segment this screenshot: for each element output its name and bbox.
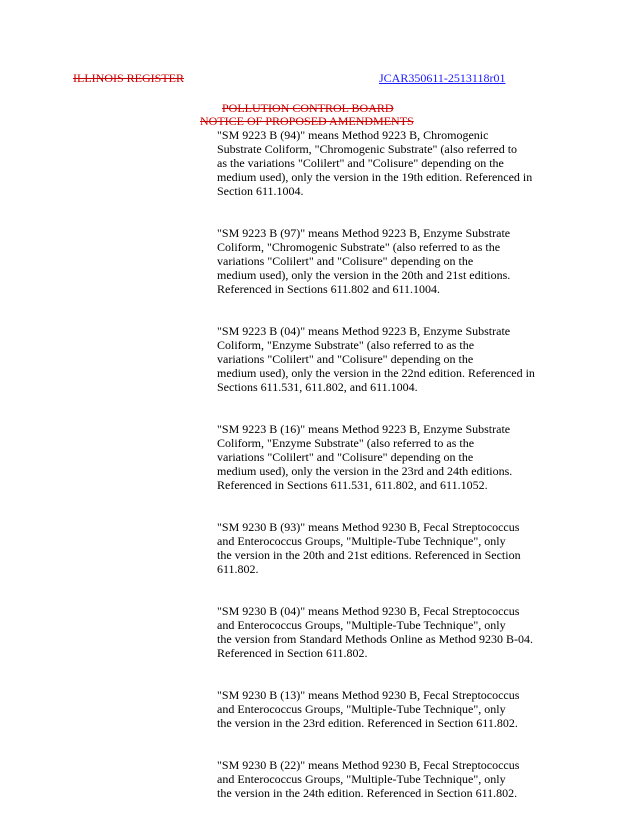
definitions-section — [217, 128, 562, 828]
definition-line: the version in the 24th edition. Referenced in Section 611.802. — [217, 786, 518, 800]
definition-line: Coliform, "Chromogenic Substrate" (also referred to as the — [217, 240, 501, 254]
definition-line: "SM 9223 B (04)" means Method 9223 B, Enzyme Substrate — [217, 324, 511, 338]
board-title: POLLUTION CONTROL BOARD — [222, 101, 394, 115]
definition-sm9230b-13 — [217, 688, 562, 730]
definition-line: 611.802. — [217, 562, 259, 576]
definition-line: and Enterococcus Groups, "Multiple-Tube Technique", only — [217, 534, 506, 548]
definition-line: Referenced in Sections 611.802 and 611.1004. — [217, 282, 441, 296]
definition-line: Referenced in Sections 611.531, 611.802, and 611.1052. — [217, 478, 488, 492]
definition-sm9223b-04 — [217, 324, 562, 394]
definition-sm9223b-94 — [217, 128, 562, 198]
definition-sm9230b-04 — [217, 604, 562, 660]
definition-line: Coliform, "Enzyme Substrate" (also referred to as the — [217, 338, 475, 352]
definition-line: Referenced in Section 611.802. — [217, 646, 368, 660]
definition-line: and Enterococcus Groups, "Multiple-Tube Technique", only — [217, 702, 506, 716]
definition-line: medium used), only the version in the 20th and 21st editions. — [217, 268, 511, 282]
definition-line: the version from Standard Methods Online as Method 9230 B-04. — [217, 632, 533, 646]
definition-sm9223b-97 — [217, 226, 562, 296]
definition-sm9223b-16 — [217, 422, 562, 492]
definition-line: variations "Colilert" and "Colisure" depending on the — [217, 450, 474, 464]
definition-line: "SM 9230 B (22)" means Method 9230 B, Fecal Streptococcus — [217, 758, 520, 772]
notice-title: NOTICE OF PROPOSED AMENDMENTS — [200, 114, 414, 128]
definition-line: and Enterococcus Groups, "Multiple-Tube Technique", only — [217, 618, 506, 632]
definition-sm9230b-22 — [217, 758, 562, 800]
definition-line: as the variations "Colilert" and "Colisure" depending on the — [217, 156, 504, 170]
definition-line: the version in the 23rd edition. Referenced in Section 611.802. — [217, 716, 518, 730]
definition-line: the version in the 20th and 21st editions. Referenced in Section — [217, 548, 521, 562]
definition-line: "SM 9230 B (13)" means Method 9230 B, Fecal Streptococcus — [217, 688, 520, 702]
definition-line: and Enterococcus Groups, "Multiple-Tube Technique", only — [217, 772, 506, 786]
definition-line: "SM 9230 B (04)" means Method 9230 B, Fecal Streptococcus — [217, 604, 520, 618]
definition-line: Coliform, "Enzyme Substrate" (also referred to as the — [217, 436, 475, 450]
definition-line: medium used), only the version in the 19th edition. Referenced in — [217, 170, 533, 184]
document-code-link[interactable]: JCAR350611-2513118r01 — [379, 71, 506, 85]
register-name: ILLINOIS REGISTER — [73, 71, 184, 85]
definition-line: variations "Colilert" and "Colisure" depending on the — [217, 254, 474, 268]
definition-line: "SM 9223 B (97)" means Method 9223 B, Enzyme Substrate — [217, 226, 511, 240]
definition-line: Sections 611.531, 611.802, and 611.1004. — [217, 380, 418, 394]
definition-line: Section 611.1004. — [217, 184, 304, 198]
definition-sm9230b-93 — [217, 520, 562, 576]
definition-line: "SM 9223 B (16)" means Method 9223 B, Enzyme Substrate — [217, 422, 511, 436]
definition-line: "SM 9223 B (94)" means Method 9223 B, Chromogenic — [217, 128, 489, 142]
definition-line: variations "Colilert" and "Colisure" depending on the — [217, 352, 474, 366]
definition-line: medium used), only the version in the 23rd and 24th editions. — [217, 464, 513, 478]
definition-line: Substrate Coliform, "Chromogenic Substrate" (also referred to — [217, 142, 518, 156]
definition-line: medium used), only the version in the 22nd edition. Referenced in — [217, 366, 535, 380]
definition-line: "SM 9230 B (93)" means Method 9230 B, Fecal Streptococcus — [217, 520, 520, 534]
